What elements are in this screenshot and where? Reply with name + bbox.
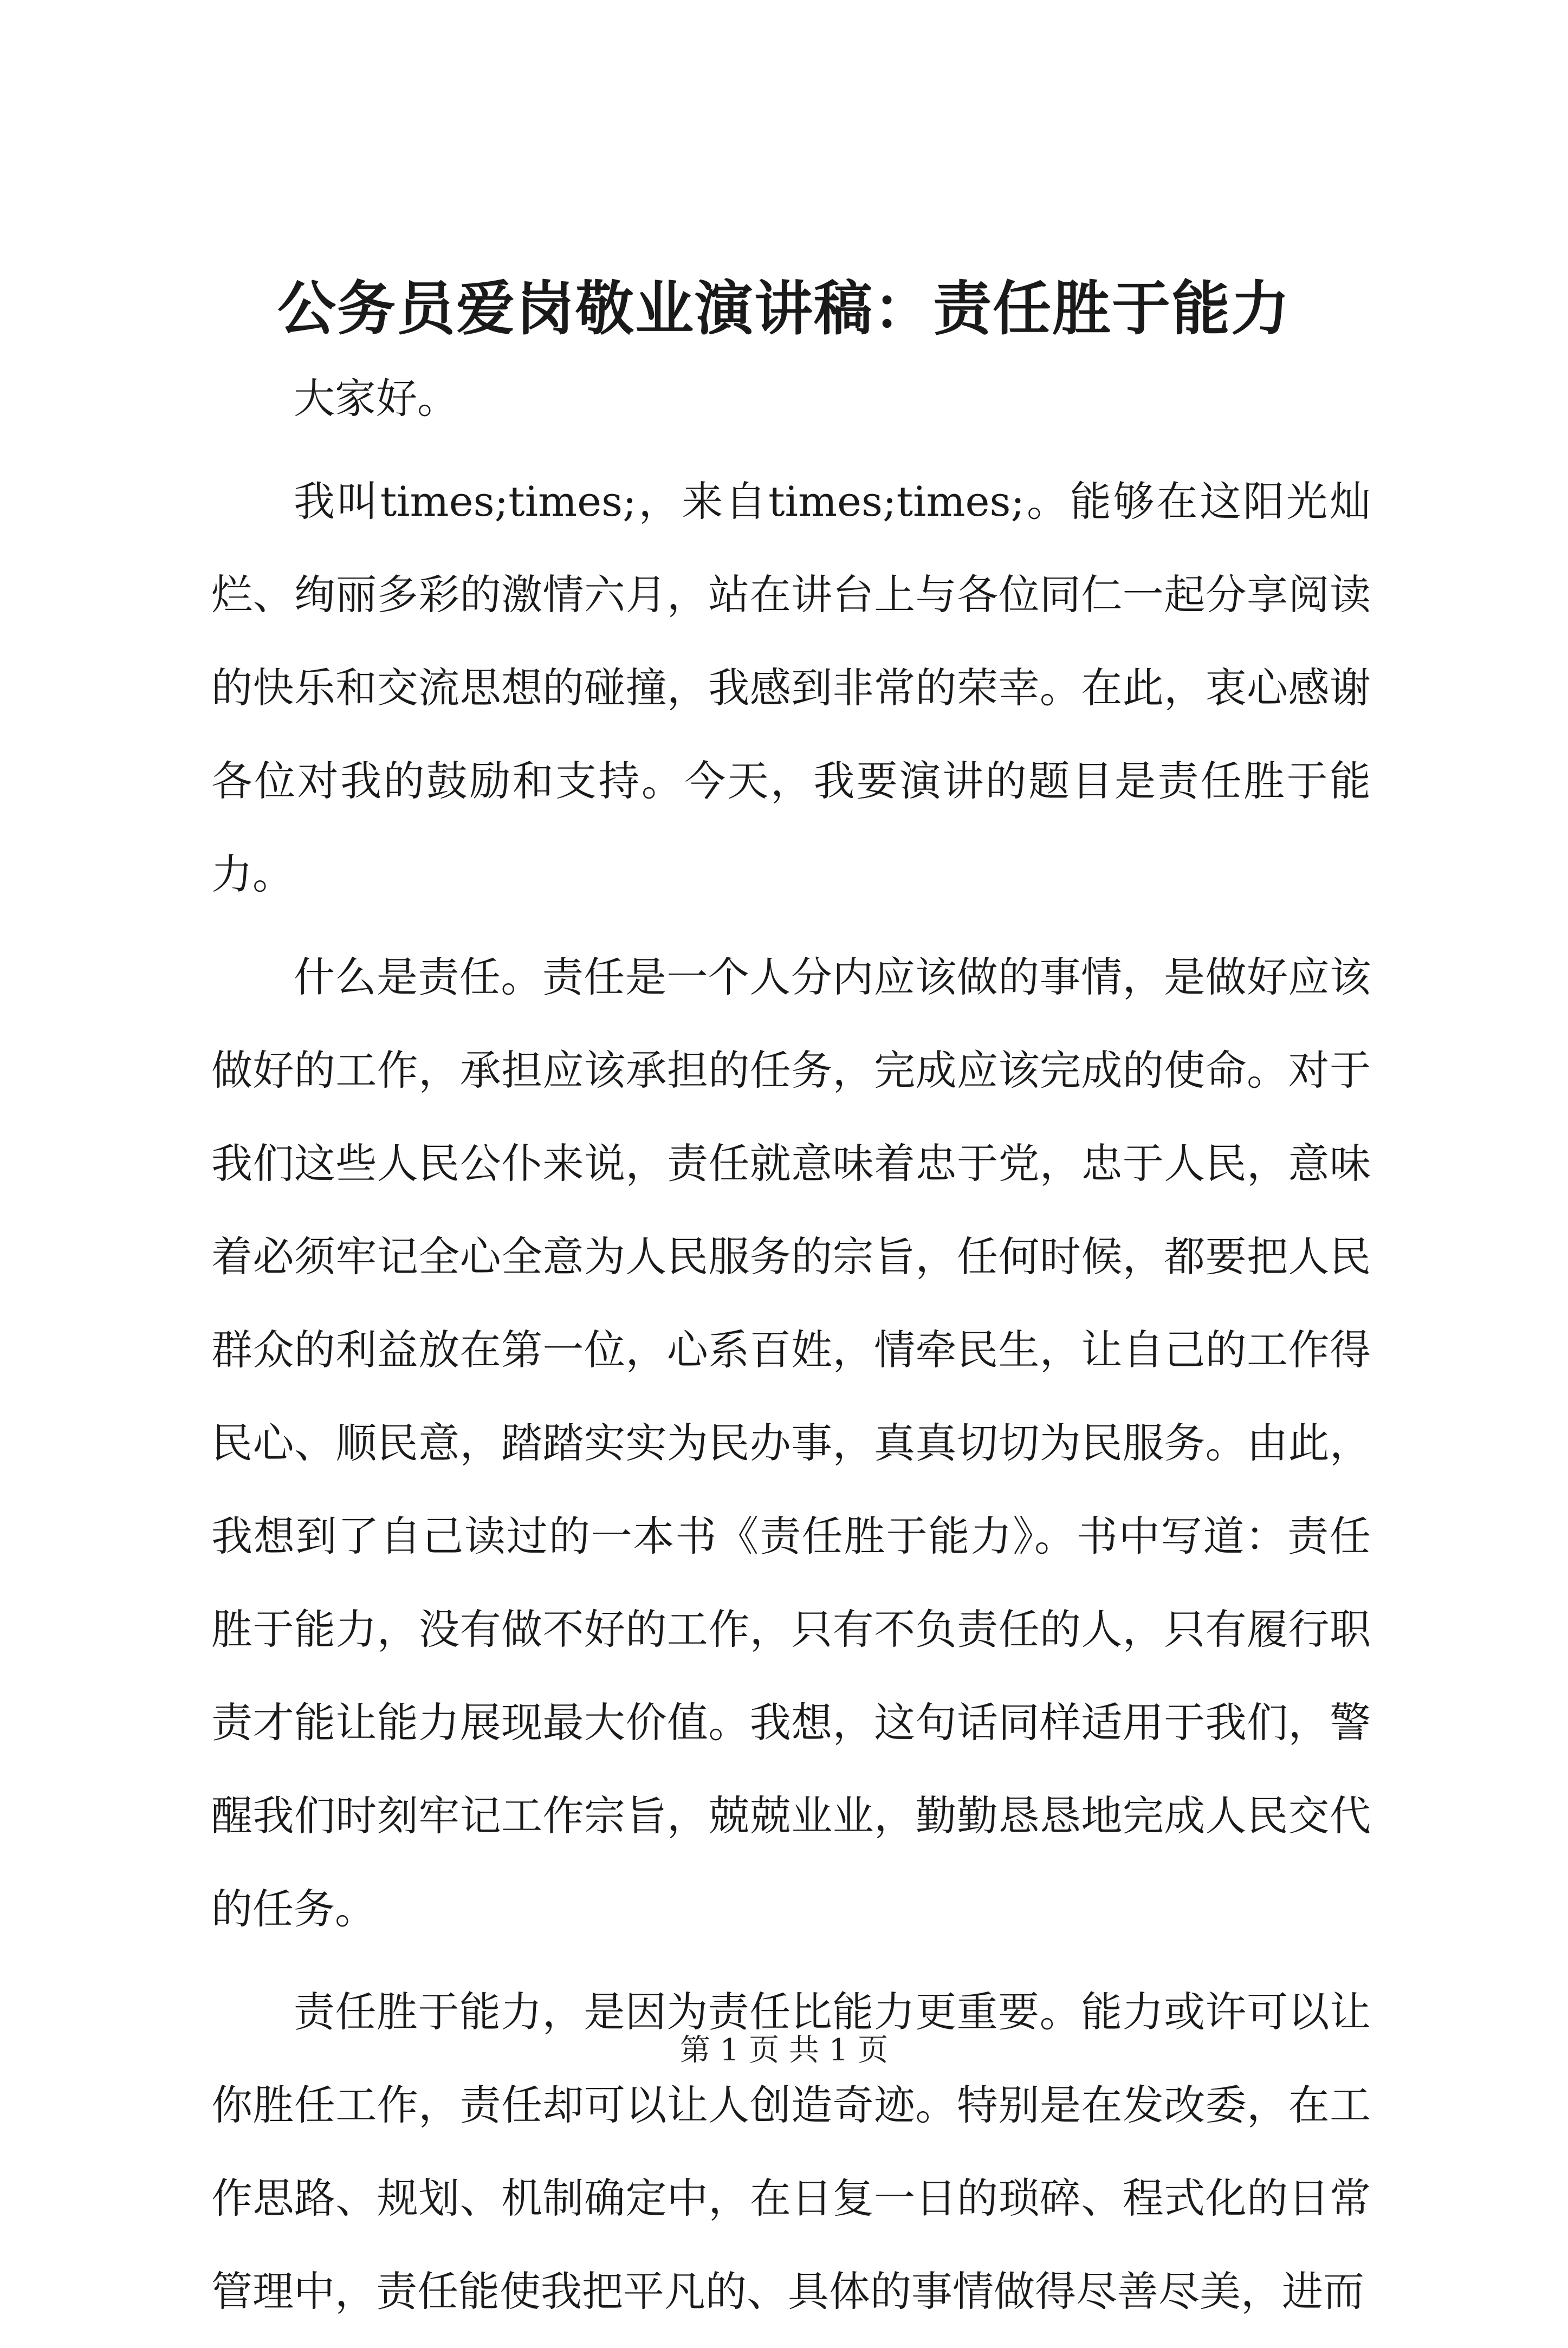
paragraph-what-is-responsibility: 什么是责任。责任是一个人分内应该做的事情，是做好应该做好的工作，承担应该承担的任务，完成应该完成的使命。对于我们这些人民公仆来说，责任就意味着忠于党，忠于人民，意味着必须牢记全心全意为人民服务的宗旨，任何时候，都要把人民群众的利益放在第一位，心系百姓，情牵民生，让自己的工作得民心、顺民意，踏踏实实为民办事，真真切切为民服务。由此，我想到了自己读过的一本书《责任胜于能力》。书中写道：责任胜于能力，没有做不好的工作，只有不负责任的人，只有履行职责才能让能力展现最大价值。我想，这句话同样适用于我们，警醒我们时刻牢记工作宗旨，兢兢业业，勤勤恳恳地完成人民交代的任务。 — [211, 953, 1371, 1933]
paragraph-introduction: 我叫times;times;，来自times;times;。能够在这阳光灿烂、绚丽多彩的激情六月，站在讲台上与各位同仁一起分享阅读的快乐和交流思想的碰撞，我感到非常的荣幸。在此，衷心感谢各位对我的鼓励和支持。今天，我要演讲的题目是责任胜于能力。 — [211, 477, 1371, 898]
paragraph-responsibility-over-ability: 责任胜于能力，是因为责任比能力更重要。能力或许可以让你胜任工作，责任却可以让人创造奇迹。特别是在发改委，在工作思路、规划、机制确定中，在日复一日的琐碎、程式化的日常管理中，责任能使我把平凡的、具体的事情做得尽善尽美，进而 — [211, 1988, 1371, 2315]
page-footer: 第 1 页 共 1 页 — [679, 2033, 889, 2068]
document-title: 公务员爱岗敬业演讲稿：责任胜于能力 — [277, 275, 1291, 343]
paragraph-greeting: 大家好。 — [294, 374, 458, 423]
